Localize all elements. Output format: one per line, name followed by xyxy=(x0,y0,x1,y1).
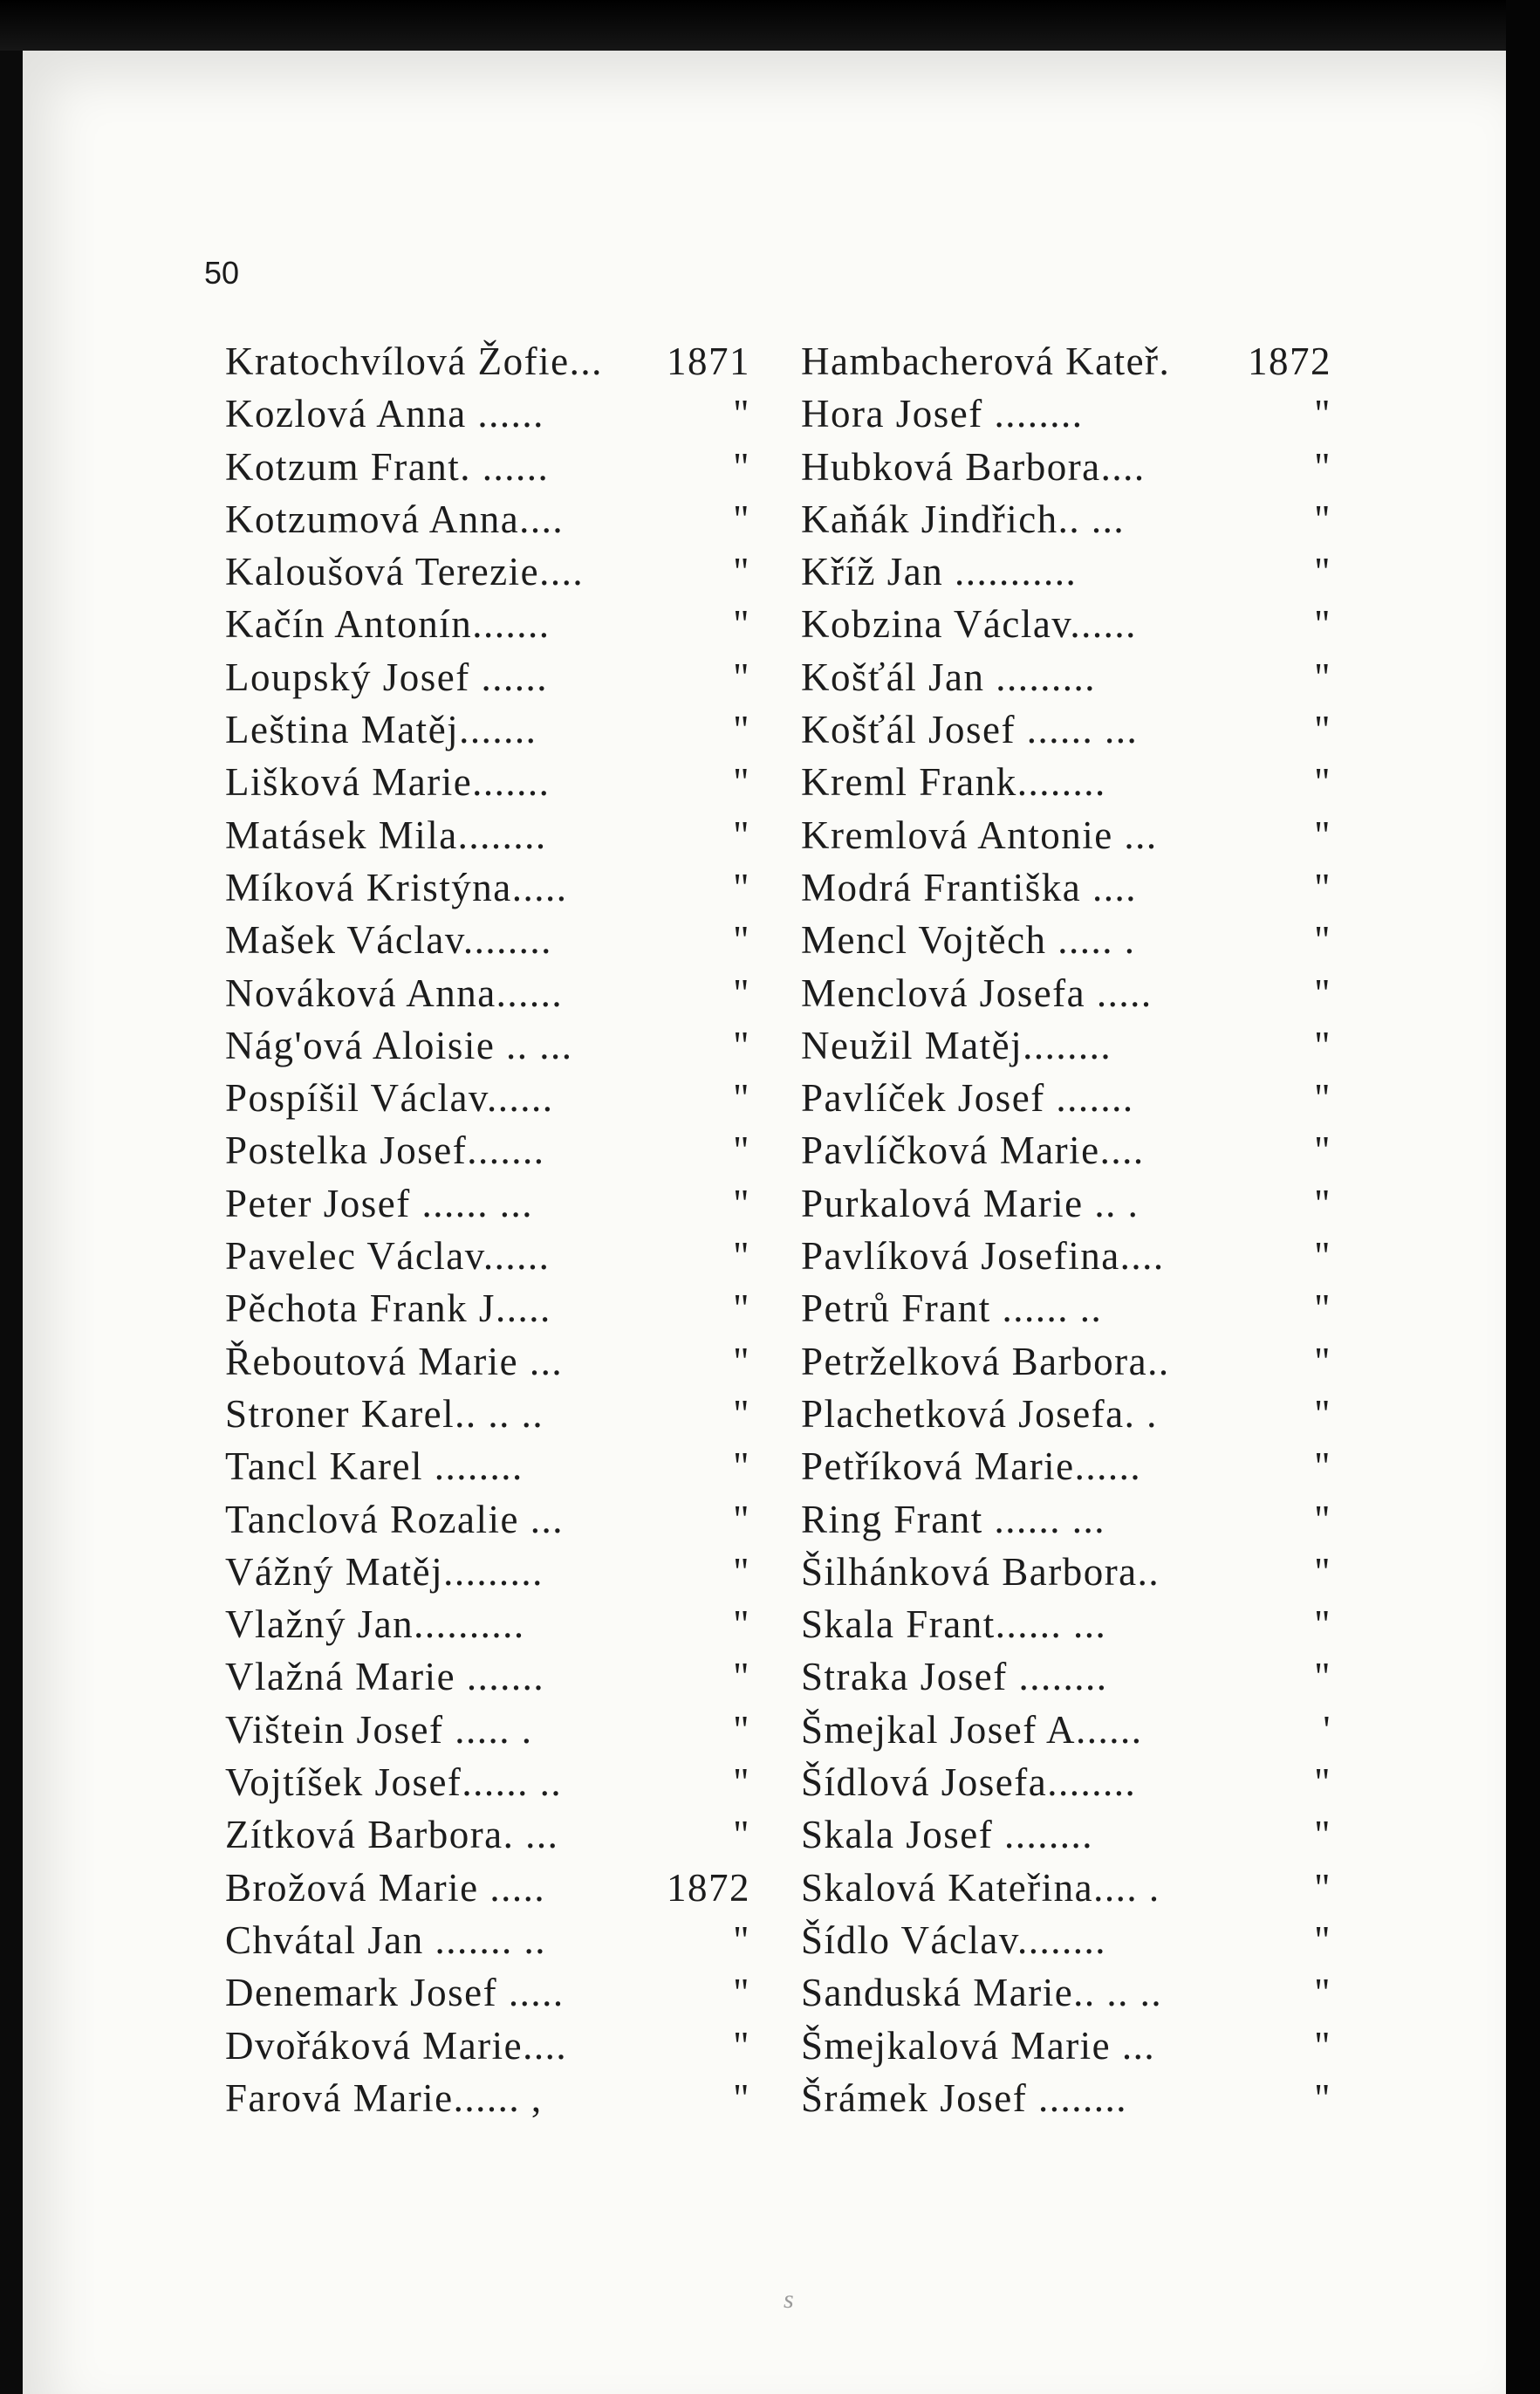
entry-name: Matásek Mila........ xyxy=(225,813,547,857)
entry-year: " xyxy=(1314,1286,1331,1331)
entry-year: " xyxy=(733,1234,750,1279)
entry-name: Hora Josef ........ xyxy=(801,392,1084,436)
entry-name: Pavelec Václav...... xyxy=(225,1234,551,1279)
entry-year: " xyxy=(1314,1181,1331,1225)
entry-name: Pavlíková Josefina.... xyxy=(801,1234,1165,1279)
entry-year: " xyxy=(733,444,750,489)
entry-name: Leština Matěj....... xyxy=(225,708,537,752)
entry-year: " xyxy=(1314,813,1331,857)
entry-name: Denemark Josef ..... xyxy=(225,1971,565,2015)
list-item xyxy=(225,1023,749,1075)
list-item xyxy=(225,1812,749,1864)
entry-year: " xyxy=(733,1181,750,1225)
entry-year: " xyxy=(733,865,750,909)
list-item xyxy=(225,1549,749,1602)
entry-year: " xyxy=(733,1444,750,1489)
entry-name: Purkalová Marie .. . xyxy=(801,1181,1140,1225)
list-item xyxy=(801,1075,1331,1128)
list-item xyxy=(801,971,1331,1023)
entry-year: " xyxy=(733,497,750,541)
entry-name: Kříž Jan ........... xyxy=(801,550,1078,594)
list-item xyxy=(225,1970,749,2022)
list-item xyxy=(225,1391,749,1444)
entry-year: " xyxy=(733,550,750,594)
list-item xyxy=(801,707,1331,759)
list-item xyxy=(801,339,1331,391)
entry-year: " xyxy=(1314,602,1331,647)
entry-year: " xyxy=(733,1707,750,1752)
entry-year: " xyxy=(733,1339,750,1383)
list-item xyxy=(225,813,749,865)
entry-name: Kratochvílová Žofie... xyxy=(225,340,603,383)
entry-year: " xyxy=(733,971,750,1015)
entry-year: " xyxy=(1314,1234,1331,1279)
entry-year: " xyxy=(1314,1339,1331,1383)
entry-name: Kotzum Frant. ...... xyxy=(225,444,550,489)
entry-name: Vážný Matěj......... xyxy=(225,1549,544,1594)
entry-year: " xyxy=(733,1391,750,1436)
entry-year: " xyxy=(1314,1813,1331,1857)
entry-name: Tanclová Rozalie ... xyxy=(225,1497,564,1541)
list-item xyxy=(225,1444,749,1496)
entry-year: " xyxy=(1314,392,1331,436)
entry-name: Šmejkal Josef A...... xyxy=(801,1707,1143,1752)
entry-name: Zítková Barbora. ... xyxy=(225,1813,559,1857)
entry-name: Kaňák Jindřich.. ... xyxy=(801,497,1126,541)
list-item xyxy=(801,444,1331,497)
entry-name: Kaloušová Terezie.... xyxy=(225,550,585,594)
list-item xyxy=(225,1181,749,1233)
entry-year: " xyxy=(1314,1076,1331,1121)
list-item xyxy=(225,655,749,707)
list-item xyxy=(225,497,749,549)
entry-name: Košťál Josef ...... ... xyxy=(801,708,1139,752)
entry-name: Lišková Marie....... xyxy=(225,760,551,805)
list-item xyxy=(225,549,749,601)
entry-year: " xyxy=(1314,1971,1331,2015)
list-item xyxy=(801,1707,1331,1759)
list-item xyxy=(801,497,1331,549)
entry-year: " xyxy=(1314,550,1331,594)
list-item xyxy=(225,1339,749,1391)
entry-year: " xyxy=(733,1549,750,1594)
list-item xyxy=(225,601,749,654)
entry-name: Pospíšil Václav...... xyxy=(225,1076,554,1121)
entry-year: " xyxy=(1314,444,1331,489)
entry-name: Vištein Josef ..... . xyxy=(225,1707,533,1752)
entry-year: " xyxy=(733,392,750,436)
entry-year: " xyxy=(733,2023,750,2068)
entry-year: " xyxy=(1314,1917,1331,1962)
entry-name: Sanduská Marie.. .. .. xyxy=(801,1971,1163,2015)
list-item xyxy=(225,1917,749,1970)
entry-name: Nováková Anna...... xyxy=(225,971,564,1015)
entry-year: " xyxy=(1314,2075,1331,2120)
entry-year: " xyxy=(1314,971,1331,1015)
entry-name: Hambacherová Kateř. xyxy=(801,340,1171,383)
entry-name: Dvořáková Marie.... xyxy=(225,2023,568,2068)
entry-name: Šrámek Josef ........ xyxy=(801,2075,1127,2120)
entry-name: Loupský Josef ...... xyxy=(225,655,548,699)
list-item xyxy=(801,1917,1331,1970)
entry-year: " xyxy=(733,1286,750,1331)
entry-year: " xyxy=(733,602,750,647)
entry-name: Pavlíček Josef ....... xyxy=(801,1076,1134,1121)
entry-name: Petrželková Barbora.. xyxy=(801,1339,1170,1383)
list-item xyxy=(225,1865,749,1917)
page-number: 50 xyxy=(204,255,240,291)
list-item xyxy=(225,1654,749,1706)
entry-name: Pěchota Frank J..... xyxy=(225,1286,551,1331)
entry-year: " xyxy=(733,1023,750,1067)
entry-year: " xyxy=(1314,1023,1331,1067)
list-item xyxy=(225,865,749,917)
entry-year: " xyxy=(1314,1760,1331,1805)
entry-year: " xyxy=(1314,918,1331,963)
entry-name: Míková Kristýna..... xyxy=(225,865,568,909)
list-item xyxy=(801,1128,1331,1180)
entry-year: " xyxy=(1314,1602,1331,1647)
entry-name: Mencl Vojtěch ..... . xyxy=(801,918,1136,963)
entry-name: Peter Josef ...... ... xyxy=(225,1181,533,1225)
entry-name: Stroner Karel.. .. .. xyxy=(225,1391,544,1436)
entry-year: " xyxy=(733,1813,750,1857)
list-item xyxy=(801,1654,1331,1706)
list-item xyxy=(801,1865,1331,1917)
list-item xyxy=(801,1181,1331,1233)
list-item xyxy=(801,1497,1331,1549)
entry-name: Nág'ová Aloisie .. ... xyxy=(225,1023,573,1067)
entry-name: Vojtíšek Josef...... .. xyxy=(225,1760,563,1805)
entry-year: " xyxy=(733,1917,750,1962)
entry-year: 1872 xyxy=(667,1865,750,1910)
entry-name: Petrů Frant ...... .. xyxy=(801,1286,1103,1331)
list-item xyxy=(801,1444,1331,1496)
entry-name: Šídlová Josefa........ xyxy=(801,1760,1137,1805)
entry-name: Kotzumová Anna.... xyxy=(225,497,565,541)
entry-name: Košťál Jan ......... xyxy=(801,655,1096,699)
entry-year: " xyxy=(733,655,750,699)
list-item xyxy=(801,917,1331,970)
entry-year: " xyxy=(1314,708,1331,752)
list-item xyxy=(801,759,1331,812)
entry-name: Hubková Barbora.... xyxy=(801,444,1146,489)
entry-name: Farová Marie...... , xyxy=(225,2075,543,2120)
list-item xyxy=(801,1549,1331,1602)
list-item xyxy=(801,1812,1331,1864)
list-item xyxy=(801,2023,1331,2075)
entry-name: Kačín Antonín....... xyxy=(225,602,551,647)
entry-year: ' xyxy=(1323,1707,1331,1752)
list-item xyxy=(801,1391,1331,1444)
right-column xyxy=(801,339,1331,2128)
list-item xyxy=(225,971,749,1023)
entry-year: " xyxy=(733,1760,750,1805)
entry-year: " xyxy=(1314,2023,1331,2068)
entry-year: " xyxy=(1314,1391,1331,1436)
list-item xyxy=(225,917,749,970)
entry-year: " xyxy=(1314,497,1331,541)
list-item xyxy=(225,339,749,391)
scan-top-edge xyxy=(0,0,1540,51)
list-item xyxy=(801,1023,1331,1075)
entry-name: Skala Josef ........ xyxy=(801,1813,1093,1857)
list-item xyxy=(225,444,749,497)
entry-name: Šmejkalová Marie ... xyxy=(801,2023,1156,2068)
entry-year: " xyxy=(733,1971,750,2015)
entry-name: Vlažný Jan.......... xyxy=(225,1602,525,1647)
entry-name: Kremlová Antonie ... xyxy=(801,813,1158,857)
entry-name: Postelka Josef....... xyxy=(225,1128,545,1173)
list-item xyxy=(801,1759,1331,1812)
entry-name: Straka Josef ........ xyxy=(801,1655,1108,1699)
list-item xyxy=(225,1233,749,1286)
entry-year: " xyxy=(1314,1128,1331,1173)
entry-name: Modrá Františka .... xyxy=(801,865,1137,909)
entry-name: Šídlo Václav........ xyxy=(801,1917,1106,1962)
footer-mark: s xyxy=(784,2285,794,2314)
list-item xyxy=(801,1602,1331,1654)
entry-year: " xyxy=(733,918,750,963)
entry-year: " xyxy=(1314,655,1331,699)
list-item xyxy=(225,2023,749,2075)
entry-name: Kreml Frank........ xyxy=(801,760,1106,805)
entry-name: Ring Frant ...... ... xyxy=(801,1497,1106,1541)
entry-year: " xyxy=(1314,1549,1331,1594)
entry-year: " xyxy=(733,760,750,805)
list-item xyxy=(225,1602,749,1654)
scan-right-edge xyxy=(1506,0,1540,2394)
list-item xyxy=(225,759,749,812)
entry-year: " xyxy=(733,1128,750,1173)
entry-name: Kobzina Václav...... xyxy=(801,602,1137,647)
entry-name: Skala Frant...... ... xyxy=(801,1602,1107,1647)
list-item xyxy=(225,2075,749,2128)
left-column xyxy=(225,339,749,2128)
list-item xyxy=(225,391,749,443)
list-item xyxy=(225,1497,749,1549)
entry-year: " xyxy=(1314,1865,1331,1910)
list-item xyxy=(225,1707,749,1759)
list-item xyxy=(801,655,1331,707)
list-item xyxy=(801,865,1331,917)
entry-name: Brožová Marie ..... xyxy=(225,1865,546,1910)
entry-year: " xyxy=(733,1655,750,1699)
list-item xyxy=(801,391,1331,443)
entry-year: " xyxy=(733,1076,750,1121)
entry-name: Řeboutová Marie ... xyxy=(225,1339,564,1383)
list-item xyxy=(801,1970,1331,2022)
list-item xyxy=(225,1286,749,1338)
list-item xyxy=(801,1233,1331,1286)
entry-name: Tancl Karel ........ xyxy=(225,1444,524,1489)
list-item xyxy=(225,1759,749,1812)
entry-year: " xyxy=(733,1602,750,1647)
list-item xyxy=(801,601,1331,654)
entry-year: " xyxy=(733,708,750,752)
entry-year: 1872 xyxy=(1248,340,1331,383)
list-item xyxy=(225,707,749,759)
entry-year: " xyxy=(1314,1497,1331,1541)
entry-name: Menclová Josefa ..... xyxy=(801,971,1153,1015)
entry-name: Skalová Kateřina.... . xyxy=(801,1865,1160,1910)
entry-name: Kozlová Anna ...... xyxy=(225,392,544,436)
entry-year: " xyxy=(1314,1444,1331,1489)
entry-name: Vlažná Marie ....... xyxy=(225,1655,545,1699)
entry-name: Pavlíčková Marie.... xyxy=(801,1128,1145,1173)
entry-year: " xyxy=(1314,1655,1331,1699)
entry-year: " xyxy=(733,1497,750,1541)
entry-name: Plachetková Josefa. . xyxy=(801,1391,1158,1436)
entry-year: " xyxy=(1314,865,1331,909)
list-item xyxy=(801,1339,1331,1391)
list-item xyxy=(801,813,1331,865)
entry-year: " xyxy=(1314,760,1331,805)
entry-name: Chvátal Jan ....... .. xyxy=(225,1917,546,1962)
list-item xyxy=(801,549,1331,601)
entry-name: Mašek Václav........ xyxy=(225,918,552,963)
list-item xyxy=(801,2075,1331,2128)
entry-name: Petříková Marie...... xyxy=(801,1444,1142,1489)
entry-name: Neužil Matěj........ xyxy=(801,1023,1112,1067)
list-item xyxy=(801,1286,1331,1338)
entry-year: 1871 xyxy=(667,340,750,383)
entry-year: " xyxy=(733,2075,750,2120)
entry-name: Šilhánková Barbora.. xyxy=(801,1549,1160,1594)
list-item xyxy=(225,1075,749,1128)
list-item xyxy=(225,1128,749,1180)
entry-year: " xyxy=(733,813,750,857)
